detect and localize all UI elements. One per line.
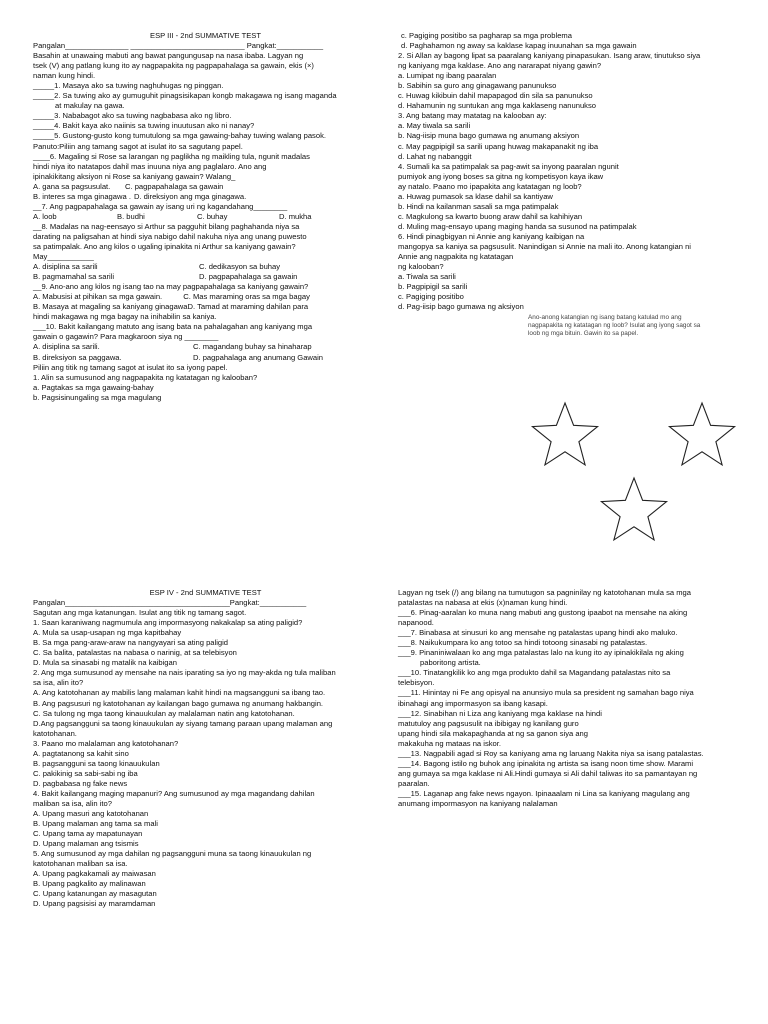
esp3-instruction-line: naman kung hindi. [33,71,96,81]
choice: A. gana sa pagsusulat. [33,181,111,191]
esp4-q4-choice: D. Upang malaman ang tsismis [33,839,139,849]
esp3-q2-choice: c. Huwag kikibuin dahil mapapagod din sila sa panunukso [398,91,593,101]
esp3-q1: 1. Alin sa sumusunod ang nagpapakita ng katatagan ng kalooban? [33,372,258,382]
esp4-check-item: upang hindi sila makapaghanda at ng sa ganon siya ang [398,728,588,738]
choice: D. mukha [279,211,312,221]
esp4-right-column [398,588,738,809]
esp3-q6-choices [33,192,378,202]
esp3-q7-choices [33,212,378,222]
esp3-q5-choice: a. Tiwala sa sarili [398,272,456,282]
esp3-q4-choice: c. Magkulong sa kwarto buong araw dahil sa kahihiyan [398,211,583,221]
esp3-q5-choice: d. Pag-iisip bago gumawa ng aksiyon [398,302,524,312]
esp4-check-item: anumang impormasyon na kaniyang nalalaman [398,798,558,808]
esp4-check-item: matutuloy ang pagsusulit na ibibigay ng kanilang guro [398,718,579,728]
esp4-q4-choice: C. Upang tama ay mapatunayan [33,829,143,839]
esp4-check-item: makakuha ng mataas na iskor. [398,738,501,748]
esp4-q4-choice: A. Upang masuri ang katotohanan [33,809,149,819]
esp4-q4-line: 4. Bakit kailangang maging mapanuri? Ang sumusunod ay mga magandang dahilan [33,788,315,798]
esp3-q10-choices [33,342,378,352]
esp3-q4-line: pumiyok ang iyong boses sa gitna ng kompetisyon kaya ikaw [398,171,604,181]
esp4-check-item: ibinahagi ang impormasyon sa ibang kasapi. [398,698,548,708]
esp4-right-intro: Lagyan ng tsek (/) ang bilang na tumutugon sa pagninilay ng katotohanan mula sa mga [398,588,691,597]
star-shape [669,403,734,465]
esp4-q1-choice: B. Sa mga pang-araw-araw na nangyayari sa ating paligid [33,638,229,648]
esp3-q2-choice: a. Lumipat ng ibang paaralan [398,71,497,81]
choice: D. pagpahalaga ang anumang Gawain [193,352,324,362]
esp3-check-item: at makulay na gawa. [55,101,125,111]
star-drawing-area [530,398,740,548]
esp3-instruction-line: tsek (V) ang patlang kung ito ay nagpapakita ng pagpapahalaga sa gawain, ekis (×) [33,61,314,71]
star-shape [532,403,597,465]
esp3-check-item: _____1. Masaya ako sa tuwing naghuhugas ng pinggan. [33,81,224,91]
esp3-q2-line: ng kaniyang mga kaklase. Ano ang nararapat niyang gawin? [398,61,602,71]
esp3-name-line: Pangalan_______________ ___________________________ Pangkat:___________ [33,41,324,51]
esp3-q2-line: 2. Si Allan ay bagong lipat sa paaralang kaniyang pinapasukan. Isang araw, tinutukso siya [398,51,701,61]
esp3-q9: __9. Ano-ano ang kilos ng isang tao na may pagpapahalaga sa kaniyang gawain? [33,282,309,292]
esp3-q5-line: Annie ang nagpakita ng katatagan [398,252,514,262]
esp4-check-item: ang gumaya sa mga kaklase ni Ali.Hindi gumaya si Ali dahil taliwas ito sa pamantayan ng [398,768,698,778]
choice: B. pagmamahal sa sarili [33,272,115,282]
esp3-q8-choices [33,262,378,272]
choice: C. pagpapahalaga sa gawain [125,181,224,191]
esp4-q5-choice: D. Upang pagsisisi ay maramdaman [33,899,156,909]
esp4-q1-choice: A. Mula sa usap-usapan ng mga kapitbahay [33,628,182,638]
esp4-q1: 1. Saan karaniwang nagmumula ang impormasyong nakakalap sa ating paligid? [33,618,303,628]
esp3-title: ESP III - 2nd SUMMATIVE TEST [150,31,261,40]
esp3-q4-choice: a. Huwag pumasok sa klase dahil sa kantiyaw [398,191,553,201]
esp3-q4-choice: b. Hindi na kailanman sasali sa mga patimpalak [398,201,559,211]
choice: A. disiplina sa sarili. [33,342,100,352]
esp3-q4-choice: d. Muling mag-ensayo upang maging handa sa susunod na patimpalak [398,221,637,231]
choice: A. disiplina sa sarili [33,262,98,272]
esp4-q2-choice: B. Ang pagsusuri ng katotohanan ay kailangan bago gumawa ng anumang hakbangin. [33,698,324,708]
esp3-q3-choice: d. Lahat ng nabanggit [398,151,472,161]
esp3-q2-choice: b. Sabihin sa guro ang ginagawang panunukso [398,81,557,91]
choice: A. loob [33,211,57,221]
esp3-q6-choices [33,182,378,192]
esp4-q3-choice: B. pagsangguni sa taong kinauukulan [33,758,160,768]
esp3-check-item: _____5. Gustong-gusto kong tumutulong sa mga gawaing-bahay tuwing walang pasok. [33,131,326,141]
esp4-instructions: Sagutan ang mga katanungan. Isulat ang titik ng tamang sagot. [33,608,247,618]
choice: D. pagpapahalaga sa gawain [199,272,298,282]
caption-line: nagpapakita ng katatagan ng loob? Isulat ang iyong sagot sa [528,322,701,330]
esp4-q2-choice: D.Ang pagsangguni sa taong kinauukulan ay siyang tamang paraan upang malaman ang [33,718,333,728]
esp3-check-item: _____3. Nababagot ako sa tuwing nagbabasa ako ng libro. [33,111,232,121]
esp4-check-item: ___10. Tinatangkilik ko ang mga produkto dahil sa Magandang patalastas nito sa [398,668,671,678]
esp4-check-item: napanood. [398,618,434,628]
esp3-check-item: _____4. Bakit kaya ako naiinis sa tuwing inuutusan ako ni nanay? [33,121,255,131]
star-activity-caption [528,314,738,338]
esp3-q6-line: hindi niya ito natatapos dahil mas inuuna niya ang paglalaro. Ano ang [33,161,267,171]
esp3-q4-line: ay natalo. Paano mo ipapakita ang katatagan ng loob? [398,181,582,191]
esp4-q5-choice: B. Upang pagkalito ay malinawan [33,879,146,889]
esp3-q10-line: ___10. Bakit kailangang matuto ang isang bata na pahalagahan ang kaniyang mga [33,322,313,332]
esp3-q10-line: gawain o gagawin? Para magkaroon siya ng ________ [33,332,219,342]
esp4-check-item: telebisyon. [398,678,435,688]
esp3-q5-line: ng kalooban? [398,262,444,272]
esp3-q7: __7. Ang pagpapahalaga sa gawain ay isang uri ng kagandahang________ [33,201,288,211]
esp3-q5-choice: c. Pagiging positibo [398,292,464,302]
esp4-q3: 3. Paano mo malalaman ang katotohanan? [33,738,179,748]
esp4-check-item: ___12. Sinabihan ni Liza ang kaniyang mga kaklase na hindi [398,708,602,718]
esp4-check-item: ___11. Hinintay ni Fe ang opisyal na anunsiyo mula sa president ng samahan bago niya [398,688,694,698]
esp4-check-item: paaralan. [398,778,430,788]
esp4-q2-line: sa isa, alin ito? [33,678,84,688]
esp4-q2-choice: A. Ang katotohanan ay mabilis lang malaman kahit hindi na magsangguni sa ibang tao. [33,688,326,698]
esp3-q1-choice: c. Pagiging positibo sa pagharap sa mga problema [401,31,572,40]
esp4-check-item: ___7. Binabasa at sinusuri ko ang mensahe ng patalastas upang hindi ako maluko. [398,628,678,638]
esp3-q8-choices [33,272,378,282]
esp4-q3-choice: D. pagbabasa ng fake news [33,778,128,788]
esp4-q5-choice: C. Upang katanungan ay masagutan [33,889,157,899]
esp4-check-item: ___14. Bagong istilo ng buhok ang ipinakita ng artista sa isang noon time show. Marami [398,758,694,768]
esp3-q8-line: darating na paligsahan at hindi siya nabigo dahil nakuha niya ang unang puwesto [33,231,307,241]
esp3-q8-line: __8. Madalas na nag-eensayo si Arthur sa pagguhit bilang paghahanda niya sa [33,221,300,231]
choice: C. magandang buhay sa hinaharap [193,342,312,352]
esp4-check-item: ___13. Nagpabili agad si Roy sa kaniyang ama ng laruang Nakita niya sa isang patalastas. [398,748,704,758]
esp3-q3: 3. Ang batang may matatag na kalooban ay: [398,111,547,121]
esp4-q4-line: maliban sa isa, alin ito? [33,798,112,808]
star-shape [601,478,666,540]
esp4-q2-line: 2. Ang mga sumusunod ay mensahe na nais iparating sa iyo ng may-akda ng tula maliban [33,668,336,678]
choice: B. direksiyon sa paggawa. [33,352,122,362]
esp3-q5-line: mangopya sa kaniya sa pagsusulit. Nanindigan si Annie na mali ito. Anong katangian ni [398,241,691,251]
caption-line: Ano-anong katangian ng isang batang katulad mo ang [528,314,682,322]
esp4-q3-choice: A. pagtatanong sa kahit sino [33,748,129,758]
choice: D. direksiyon ang mga ginagawa. [133,191,247,201]
choice: C. buhay [197,211,228,221]
esp3-q1-choice: a. Pagtakas sa mga gawaing-bahay [33,382,154,392]
caption-line: loob ng mga bituin. Gawin ito sa papel. [528,330,639,338]
esp3-q10-choices [33,353,378,363]
esp4-left-column [33,588,378,910]
choice: C. dedikasyon sa buhay [199,262,281,272]
esp3-q3-choice: c. May pagpipigil sa sarili upang huwag makapanakit ng iba [398,141,599,151]
esp3-q2-choice: d. Hahamunin ng suntukan ang mga kaklaseng nanunukso [398,101,596,111]
esp3-panuto: Panuto:Piliin ang tamang sagot at isulat ito sa sagutang papel. [33,141,243,151]
esp3-q9-choice: hindi makagawa ng mga bagay na inihabilin sa kaniya. [33,312,217,322]
esp4-title: ESP IV - 2nd SUMMATIVE TEST [149,588,262,597]
esp3-q1-choice: b. Pagsisinungaling sa mga magulang [33,392,162,402]
esp4-name-line: Pangalan_______________________________________Pangkat:___________ [33,598,307,608]
esp3-q3-choice: b. Nag-iisip muna bago gumawa ng anumang aksiyon [398,131,580,141]
esp4-q2-choice: C. Sa tulong ng mga taong kinauukulan ay malalaman natin ang katotohanan. [33,708,295,718]
esp3-q1-choice: d. Paghahamon ng away sa kaklase kapag inuunahan sa mga gawain [401,41,637,51]
esp3-check-item: _____2. Sa tuwing ako ay gumuguhit pinagsisikapan kongb makagawa ng isang maganda [33,91,337,101]
esp4-q5-line: katotohanan maliban sa isa. [33,859,128,869]
esp4-right-intro: patalastas na nabasa at ekis (x)naman kung hindi. [398,598,568,608]
esp3-q5-choice: b. Pagpipigil sa sarili [398,282,468,292]
esp4-q3-choice: C. pakikinig sa sabi-sabi ng iba [33,768,138,778]
esp4-check-item: ___9. Pinaniniwalaan ko ang mga patalastas lalo na kung ito ay ipinakikilala ng aking [398,648,684,658]
esp4-q4-choice: B. Upang malaman ang tama sa mali [33,819,158,829]
esp4-check-item: ___8. Naikukumpara ko ang totoo sa hindi totoong sinasabi ng patalastas. [398,638,648,648]
esp3-q6-line: ipinakikitang aksiyon ni Rose sa kaniyang gawain? Walang_ [33,171,236,181]
esp3-panuto: Piliin ang titik ng tamang sagot at isulat ito sa iyong papel. [33,362,228,372]
esp4-check-item: ___15. Laganap ang fake news ngayon. Ipinaaalam ni Lina sa kaniyang magulang ang [398,788,690,798]
esp4-q5-line: 5. Ang sumusunod ay mga dahilan ng pagsangguni muna sa taong kinauukulan ng [33,849,312,859]
esp3-q3-choice: a. May tiwala sa sarili [398,121,471,131]
esp3-q8-line: sa patimpalak. Ano ang kilos o ugaling ipinakita ni Arthur sa kaniyang gawain? [33,241,296,251]
esp4-q1-choice: D. Mula sa sinasabi ng matalik na kaibigan [33,658,177,668]
esp3-q6-line: ____6. Magaling si Rose sa larangan ng paglikha ng maikling tula, ngunit madalas [33,151,310,161]
esp3-q9-choice: A. Mabusisi at pihikan sa mga gawain. C. Mas maraming oras sa mga bagay [33,292,310,302]
choice: B. budhi [117,211,145,221]
esp3-instruction-line: Basahin at unawaing mabuti ang bawat pangungusap na nasa ibaba. Lagyan ng [33,51,304,61]
esp3-q5-line: 6. Hindi pinagbigyan ni Annie ang kaniyang kaibigan na [398,231,585,241]
choice: B. interes sa mga ginagawa . [33,191,131,201]
esp4-check-item: paboritong artista. [420,658,481,668]
esp4-check-item: ___6. Pinag-aaralan ko muna nang mabuti ang gustong ipaabot na mensahe na aking [398,608,688,618]
esp3-right-column [398,31,738,338]
esp4-q1-choice: C. Sa balita, patalastas na nabasa o narinig, at sa telebisyon [33,648,237,658]
esp3-q9-choice: B. Masaya at magaling sa kaniyang ginagawaD. Tamad at maraming dahilan para [33,302,309,312]
esp4-q5-choice: A. Upang pagkakamali ay maiwasan [33,869,156,879]
esp3-q4-line: 4. Sumali ka sa patimpalak sa pag-awit sa inyong paaralan ngunit [398,161,619,171]
esp4-q2-choice: katotohanan. [33,728,77,738]
esp3-q8-line: May___________ [33,252,94,262]
esp3-left-column [33,31,378,403]
